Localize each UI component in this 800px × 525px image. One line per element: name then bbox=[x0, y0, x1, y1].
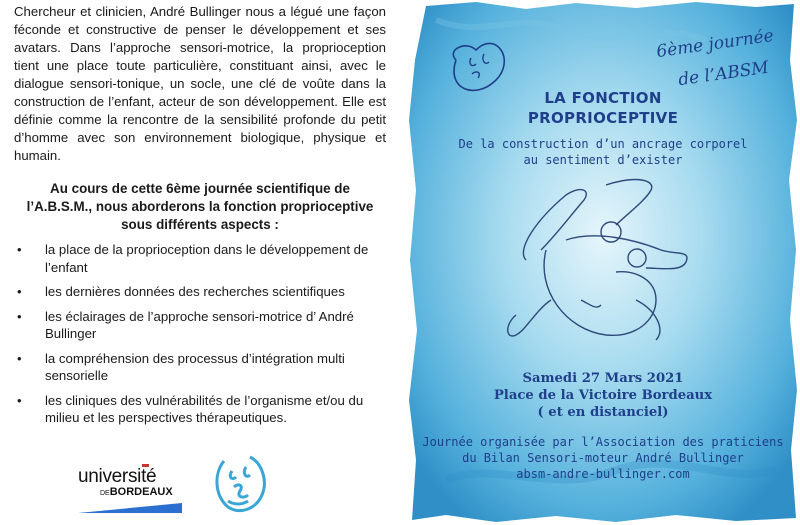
list-item-text: les cliniques des vulnérabilités de l’organisme et/ou du milieu et les perspectives thérapeutiques. bbox=[45, 392, 364, 425]
aspects-list bbox=[14, 241, 386, 427]
organizer-info bbox=[406, 434, 800, 482]
poster-title-line2: PROPRIOCEPTIVE bbox=[527, 109, 679, 127]
intro-paragraph: Chercheur et clinicien, André Bullinger nous a légué une façon féconde et constructive de penser le développement et ses avatars. Dans l’approche sensori-motrice, la proprioception tient une place toute particulière, constituant ainsi, avec le dialogue sensori-tonique, un socle, une clé de voûte dans la construction de l’enfant, acteur de son développement. Elle est définie comme la rencontre de la sensibilité profonde du petit d’homme avec son environnement biologique, physique et humain. bbox=[14, 4, 386, 163]
journee-line2: de l’ABSM bbox=[677, 57, 770, 91]
bullet-icon: • bbox=[17, 392, 22, 408]
section-heading: Au cours de cette 6ème journée scientifique de l’A.B.S.M., nous aborderons la fonction proprioceptive sous différents aspects : bbox=[26, 181, 374, 232]
list-item-text: la place de la proprioception dans le développement de l’enfant bbox=[45, 242, 369, 275]
event-location: Place de la Victoire Bordeaux bbox=[493, 388, 713, 403]
event-poster bbox=[406, 0, 800, 525]
list-item bbox=[14, 308, 386, 343]
list-item bbox=[14, 283, 386, 301]
logo-blue-stripe bbox=[78, 503, 182, 513]
poster-subtitle-line2: au sentiment d’exister bbox=[523, 153, 683, 167]
organizer-line1: Journée organisée par l’Association des praticiens bbox=[422, 435, 784, 449]
bullet-icon: • bbox=[17, 242, 22, 257]
event-date: Samedi 27 Mars 2021 bbox=[522, 371, 684, 386]
list-item bbox=[14, 241, 386, 276]
list-item-text: la compréhension des processus d’intégration multi sensorielle bbox=[45, 350, 345, 383]
poster-subtitle bbox=[406, 136, 800, 168]
list-item-text: les éclairages de l’approche sensori-motrice d’ André Bullinger bbox=[45, 308, 354, 341]
absm-face-logo-icon bbox=[210, 451, 274, 515]
event-date-location bbox=[406, 370, 800, 421]
left-text-column bbox=[14, 0, 386, 434]
bullet-icon: • bbox=[17, 350, 22, 366]
bullet-icon: • bbox=[17, 308, 22, 324]
poster-title-line1: LA FONCTION bbox=[544, 89, 662, 107]
event-remote: ( et en distanciel) bbox=[537, 405, 669, 420]
university-logo-line1: université bbox=[78, 466, 157, 487]
organizer-line2: du Bilan Sensori-moteur André Bullinger bbox=[462, 451, 744, 465]
university-bordeaux-logo bbox=[78, 445, 198, 515]
logos-row bbox=[70, 445, 390, 520]
journee-line1: 6ème journée bbox=[655, 25, 775, 63]
university-logo-line2: DEBORDEAUX bbox=[100, 486, 173, 498]
list-item bbox=[14, 392, 386, 427]
journee-handwritten bbox=[656, 22, 786, 92]
bullet-icon: • bbox=[17, 284, 22, 299]
organizer-website[interactable]: absm-andre-bullinger.com bbox=[516, 467, 690, 481]
poster-title bbox=[406, 88, 800, 128]
list-item bbox=[14, 350, 386, 385]
list-item-text: les dernières données des recherches scientifiques bbox=[45, 284, 345, 299]
poster-subtitle-line1: De la construction d’un ancrage corporel bbox=[458, 137, 748, 151]
